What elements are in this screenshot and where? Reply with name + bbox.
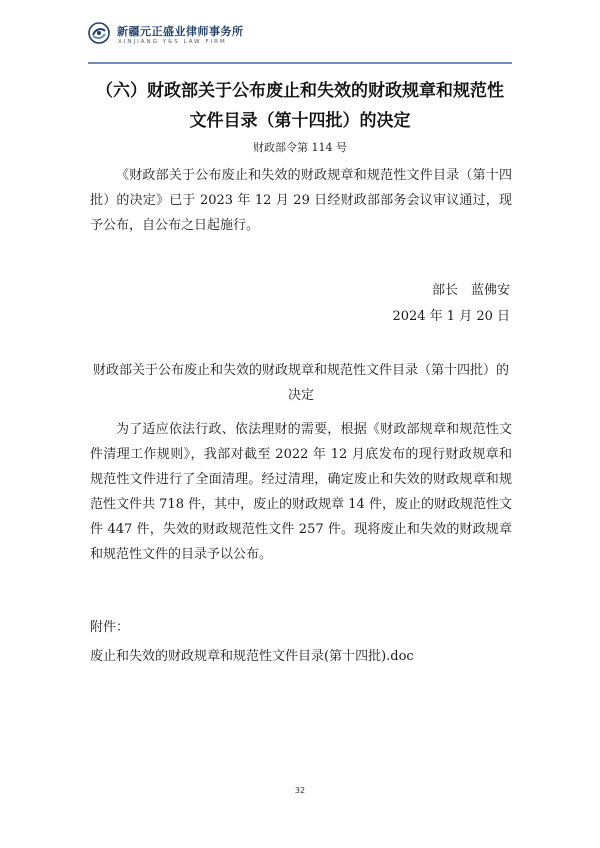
- firm-name-cn: 新疆元正盛业律师事务所: [117, 25, 244, 38]
- letterhead: [88, 18, 512, 58]
- order-number: 财政部令第 114 号: [253, 141, 347, 154]
- body-paragraph: 为了适应依法行政、依法理财的需要，根据《财政部规章和规范性文件清理工作规则》，我部对截至 2022 年 12 月底发布的现行财政规章和规范性文件进行了全面清理。经过清理，确定废止和失效的财政规章和规范性文件共 718 件，其中，废止的财政规章 14 件，废止的财政规范性文件 447 件，失效的财政规范性文件 257 件。现将废止和失效的财政规章和规范性文件的目录予以公布。: [90, 422, 512, 562]
- document-title: （六）财政部关于公布废止和失效的财政规章和规范性文件目录（第十四批）的决定: [96, 81, 504, 131]
- intro-paragraph: 《财政部关于公布废止和失效的财政规章和规范性文件目录（第十四批）的决定》已于 2023 年 12 月 29 日经财政部部务会议审议通过，现予公布，自公布之日起施行。: [90, 168, 512, 233]
- sign-date: 2024 年 1 月 20 日: [392, 309, 510, 324]
- header-divider: [88, 62, 512, 64]
- attachment-file-link[interactable]: 废止和失效的财政规章和规范性文件目录(第十四批).doc: [90, 649, 414, 664]
- firm-name-en: XINJIANG Y&S LAW FIRM: [118, 39, 227, 45]
- attachment-label: 附件：: [90, 620, 130, 635]
- signer-line: 部长 蓝佛安: [431, 283, 510, 298]
- decision-title: 财政部关于公布废止和失效的财政规章和规范性文件目录（第十四批）的决定: [92, 363, 509, 403]
- page-number: 32: [294, 786, 306, 795]
- firm-logo-icon: [88, 22, 110, 44]
